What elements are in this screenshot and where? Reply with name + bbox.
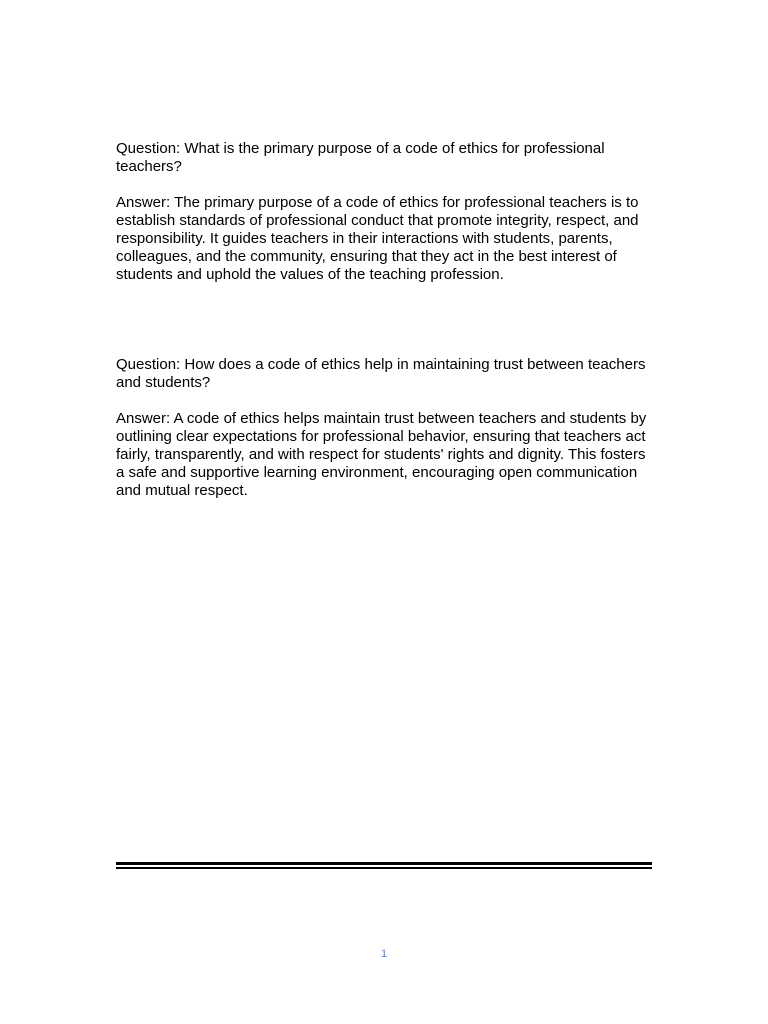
qa-item (116, 140, 656, 284)
answer-text: Answer: A code of ethics helps maintain trust between teachers and students by outlining clear expectations for professional behavior, ensuring that teachers act fairly, transparently, and with respect for students' rights and dignity. This fosters a safe and supportive learning environment, encouraging open communication and mutual respect. (116, 410, 647, 499)
qa-item (116, 356, 656, 500)
footer-divider (116, 862, 652, 870)
answer-text: Answer: The primary purpose of a code of ethics for professional teachers is to establish standards of professional conduct that promote integrity, respect, and responsibility. It guides teachers in their interactions with students, parents, colleagues, and the community, ensuring that they act in the best interest of students and uphold the values of the teaching profession. (116, 194, 639, 283)
question-text: Question: What is the primary purpose of a code of ethics for professional teachers? (116, 140, 605, 175)
footer-divider-thin-line (116, 867, 652, 869)
question-text: Question: How does a code of ethics help in maintaining trust between teachers and students? (116, 356, 646, 391)
footer-divider-thick-line (116, 862, 652, 865)
page-number: 1 (380, 948, 388, 960)
document-body (116, 140, 656, 500)
